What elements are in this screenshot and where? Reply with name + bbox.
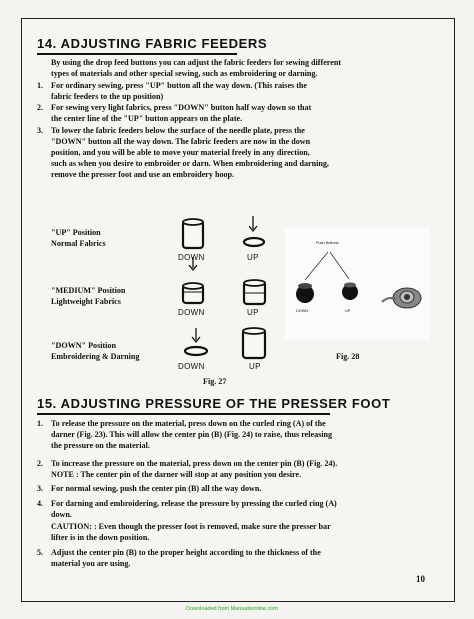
step-3-line-1: To lower the fabric feeders below the surface of the needle plate, press the	[51, 126, 305, 135]
fig27-row2-down-label: DOWN	[178, 308, 205, 317]
step-number: 1.	[37, 81, 44, 90]
s15-step-2-line-1: To increase the pressure on the material, press down on the center pin (B) (Fig. 24).	[51, 459, 338, 468]
fig27-row3-down-label: DOWN	[178, 362, 205, 371]
step-number: 2.	[37, 459, 44, 468]
fig28-caption: Fig. 28	[336, 352, 360, 361]
step-2-line-1: For sewing very light fabrics, press "DOWN" button half way down so that	[51, 103, 312, 112]
s15-step-1-line-3: the pressure on the material.	[51, 441, 150, 450]
step-1-line-1: For ordinary sewing, press "UP" button all the way down. (This raises the	[51, 81, 308, 90]
fig27-row3-up-label: UP	[249, 362, 261, 371]
fig27-caption: Fig. 27	[203, 377, 227, 386]
section-14-title: 14. ADJUSTING FABRIC FEEDERS	[37, 36, 268, 51]
fig27-row3-desc: Embroidering & Darning	[51, 352, 140, 361]
step-number: 3.	[37, 126, 44, 135]
fig27-row3-label: "DOWN" Position	[51, 341, 116, 350]
fig27-row1-up-label: UP	[247, 253, 259, 262]
s15-step-5-line-2: material you are using.	[51, 559, 131, 568]
page-number: 10	[416, 574, 425, 584]
step-number: 1.	[37, 419, 44, 428]
s15-step-4-line-4: lifter is in the down position.	[51, 533, 150, 542]
s15-step-5-line-1: Adjust the center pin (B) to the proper height according to the thickness of the	[51, 548, 321, 557]
s15-step-2-line-2: NOTE : The center pin of the darner will stop at any position you desire.	[51, 470, 302, 479]
s15-step-4-line-1: For darning and embroidering, release the pressure by pressing the curled ring (A)	[51, 499, 337, 508]
step-1-line-2: fabric feeders to the up position)	[51, 92, 164, 101]
s15-step-1-line-2: darner (Fig. 23). This will allow the center pin (B) (Fig. 24) to raise, thus releasing	[51, 430, 333, 439]
step-3-line-2: "DOWN" button all the way down. The fabric feeders are now in the down	[51, 137, 311, 146]
fig28-up-label: UP	[345, 309, 351, 313]
fig28-down-button-icon	[296, 283, 314, 303]
fig28-down-label: DOWN	[296, 309, 309, 313]
s15-step-3-line-1: For normal sewing, push the center pin (B) all the way down.	[51, 484, 262, 493]
fig28-dial-icon	[382, 288, 421, 308]
footer-link[interactable]: Downloaded from Manualsonline.com	[186, 606, 279, 612]
step-number: 4.	[37, 499, 44, 508]
fig28-push-buttons-label: Push Buttons	[316, 241, 339, 245]
section-14-intro-line-2: types of materials and other special sewing, such as embroidering or darning.	[51, 69, 318, 78]
step-3-line-5: remove the presser foot and use an embroidery hoop.	[51, 170, 235, 179]
fig28-up-button-icon	[342, 283, 358, 301]
fig27-row2-desc: Lightweight Fabrics	[51, 297, 121, 306]
fig27-row1-label: "UP" Position	[51, 228, 101, 237]
s15-step-4-line-2: down.	[51, 510, 72, 519]
section-15-title: 15. ADJUSTING PRESSURE OF THE PRESSER FOOT	[37, 396, 391, 411]
step-number: 5.	[37, 548, 44, 557]
step-3-line-4: such as when you desire to embroider or darn. When embroidering and darning,	[51, 159, 329, 168]
step-number: 3.	[37, 484, 44, 493]
step-3-line-3: position, and you will be able to move your material freely in any direction,	[51, 148, 310, 157]
section-14-intro-line-1: By using the drop feed buttons you can adjust the fabric feeders for sewing different	[51, 58, 342, 67]
fig27-row2-up-label: UP	[247, 308, 259, 317]
s15-step-4-line-3: CAUTION: : Even though the presser foot is removed, make sure the presser bar	[51, 522, 331, 531]
step-number: 2.	[37, 103, 44, 112]
fig27-row1-desc: Normal Fabrics	[51, 239, 106, 248]
step-2-line-2: the center line of the "UP" button appears on the plate.	[51, 114, 243, 123]
s15-step-1-line-1: To release the pressure on the material, press down on the curled ring (A) of the	[51, 419, 326, 428]
fig27-row2-label: "MEDIUM" Position	[51, 286, 126, 295]
section-15-underline	[37, 413, 330, 415]
fig27-row1-down-label: DOWN	[178, 253, 205, 262]
